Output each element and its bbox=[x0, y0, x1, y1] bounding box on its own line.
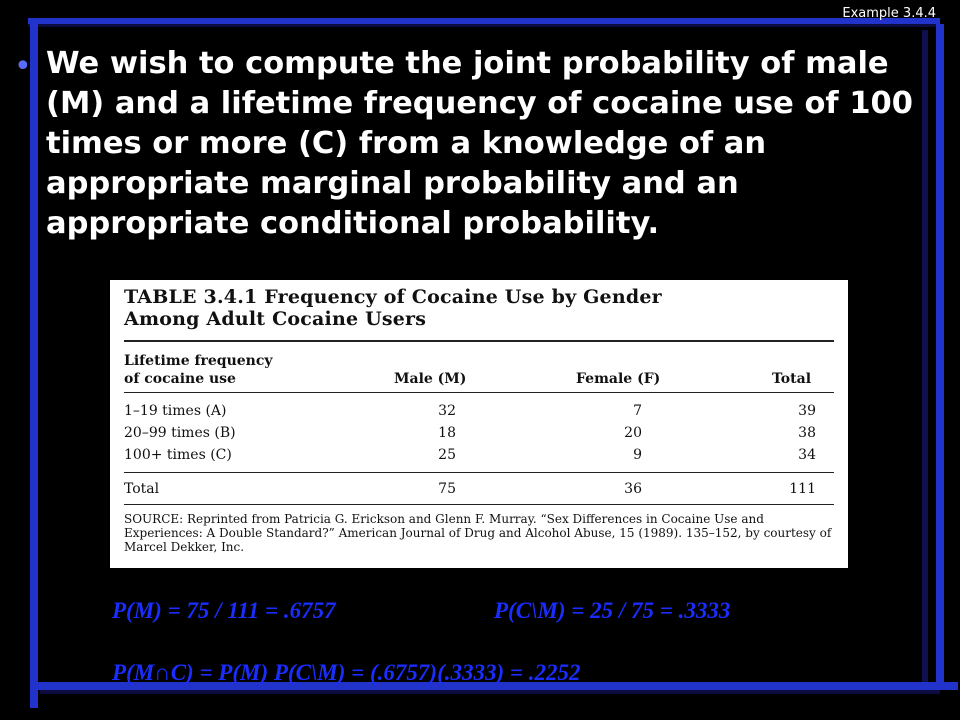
table-rule-bottom bbox=[124, 504, 834, 505]
frame-left-bar bbox=[30, 18, 38, 708]
formula-p-c-given-m: P(C\M) = 25 / 75 = .3333 bbox=[494, 598, 731, 623]
table-title-line2: Among Adult Cocaine Users bbox=[124, 308, 427, 330]
table-title bbox=[124, 286, 662, 330]
header-male: Male (M) bbox=[394, 371, 467, 387]
header-frequency-line2: of cocaine use bbox=[124, 371, 236, 387]
row-female: 36 bbox=[624, 481, 642, 497]
row-total: 38 bbox=[798, 425, 816, 441]
slide-body-text: We wish to compute the joint probability of male (M) and a lifetime frequency of cocaine use of 100 times or more (C) from a knowledge of an appropriate marginal probability and an appropriate conditional probability. bbox=[46, 46, 913, 241]
row-label: Total bbox=[124, 481, 160, 497]
frequency-table bbox=[110, 280, 848, 568]
bullet-icon: • bbox=[14, 49, 32, 84]
formula-p-male: P(M) = 75 / 111 = .6757 bbox=[112, 598, 336, 623]
row-label: 100+ times (C) bbox=[124, 447, 232, 463]
header-frequency-line1: Lifetime frequency bbox=[124, 353, 273, 369]
header-female: Female (F) bbox=[576, 371, 661, 387]
table-source-note: SOURCE: Reprinted from Patricia G. Erickson and Glenn F. Murray. “Sex Differences in Cocaine Use and Experiences: A Double Standard?” American Journal of Drug and Alcohol Abuse, 15 (1989). 135–152, by courtesy of Marcel Dekker, Inc. bbox=[124, 512, 832, 554]
row-total: 39 bbox=[798, 403, 816, 419]
row-label: 1–19 times (A) bbox=[124, 403, 227, 419]
frame-top-bar-dark bbox=[28, 24, 940, 27]
row-total: 34 bbox=[798, 447, 816, 463]
table-title-line1: TABLE 3.4.1 Frequency of Cocaine Use by Gender bbox=[124, 286, 662, 308]
row-label: 20–99 times (B) bbox=[124, 425, 236, 441]
row-female: 9 bbox=[633, 447, 642, 463]
row-male: 25 bbox=[438, 447, 456, 463]
row-total: 111 bbox=[789, 481, 816, 497]
example-label: Example 3.4.4 bbox=[842, 6, 936, 21]
table-rule-header bbox=[124, 392, 834, 393]
row-female: 20 bbox=[624, 425, 642, 441]
frame-bottom-bar-dark bbox=[40, 690, 940, 694]
row-male: 75 bbox=[438, 481, 456, 497]
table-rule-total bbox=[124, 472, 834, 473]
formula-joint-probability: P(M∩C) = P(M) P(C\M) = (.6757)(.3333) = .2252 bbox=[112, 660, 581, 685]
table-rule-top bbox=[124, 340, 834, 342]
header-total: Total bbox=[772, 371, 812, 387]
row-female: 7 bbox=[633, 403, 642, 419]
row-male: 32 bbox=[438, 403, 456, 419]
row-male: 18 bbox=[438, 425, 456, 441]
